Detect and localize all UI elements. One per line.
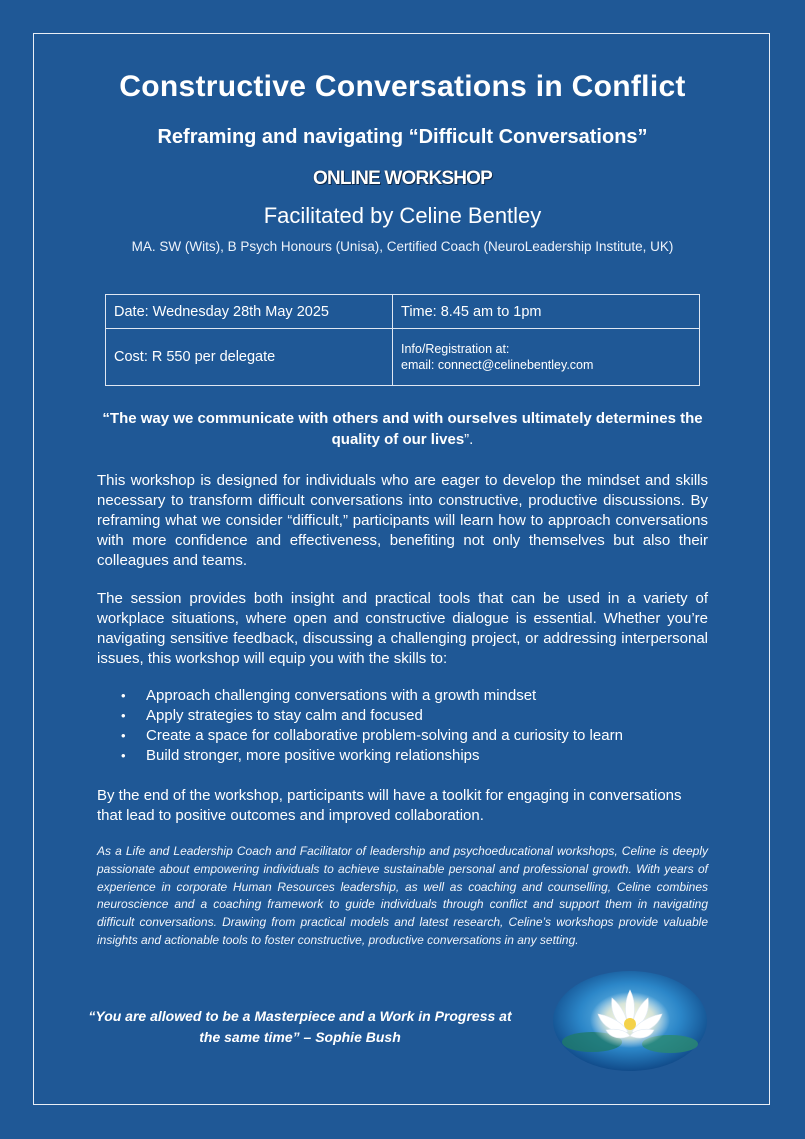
list-item: • Approach challenging conversations with a growth mindset <box>121 687 537 704</box>
key-quote <box>90 408 715 450</box>
page-subtitle: Reframing and navigating “Difficult Conversations” <box>157 126 648 148</box>
closing-quote: “You are allowed to be a Masterpiece and a Work in Progress at the same time” – Sophie Bush <box>88 1008 512 1045</box>
format-heading: ONLINE WORKSHOP <box>312 168 493 189</box>
outcome-paragraph: By the end of the workshop, participants will have a toolkit for engaging in conversations that lead to positive outcomes and improved collaboration. <box>97 787 682 824</box>
facilitator-line: Facilitated by Celine Bentley <box>263 203 542 228</box>
bullet-icon: • <box>121 688 126 703</box>
time-cell: Time: 8.45 am to 1pm <box>393 295 700 329</box>
facilitator-bio: As a Life and Leadership Coach and Facilitator of leadership and psychoeducational workshops, Celine is deeply passionate about empowering individuals to achieve sustainable personal and professional growth. With years of experience in corporate Human Resources leadership, as well as coaching and counselling, Celine combines neuroscience and a coaching framework to guide individuals through conflict and support them in navigating difficult conversations. Drawing from practical models and latest research, Celine’s workshops provide valuable insights and actionable tools to foster constructive, productive conversations in any setting. <box>97 844 708 947</box>
key-quote-text: “The way we communicate with others and with ourselves ultimately determines the quality of our lives <box>102 410 703 448</box>
water-lily-icon <box>552 970 708 1072</box>
registration-email[interactable]: email: connect@celinebentley.com <box>401 358 594 372</box>
cost-cell: Cost: R 550 per delegate <box>106 329 393 386</box>
bullet-icon: • <box>121 748 126 763</box>
list-item: • Build stronger, more positive working relationships <box>121 747 480 764</box>
registration-cell <box>393 329 700 386</box>
skills-list <box>97 686 706 766</box>
intro-paragraph: This workshop is designed for individuals who are eager to develop the mindset and skills necessary to transform difficult conversations into constructive, productive discussions. By reframing what we consider “difficult,” participants will learn how to approach conversations with more confidence and effectiveness, benefiting not only themselves but also their colleagues and teams. <box>97 472 708 569</box>
list-item: • Apply strategies to stay calm and focused <box>121 707 423 724</box>
bullet-icon: • <box>121 708 126 723</box>
page-title: Constructive Conversations in Conflict <box>119 70 686 103</box>
list-item: • Create a space for collaborative problem-solving and a curiosity to learn <box>121 727 623 744</box>
bullet-icon: • <box>121 728 126 743</box>
date-cell: Date: Wednesday 28th May 2025 <box>106 295 393 329</box>
registration-label: Info/Registration at: <box>401 342 510 356</box>
key-quote-end: ”. <box>464 431 474 448</box>
info-table <box>105 294 700 386</box>
credentials-line: MA. SW (Wits), B Psych Honours (Unisa), Certified Coach (NeuroLeadership Institute, UK) <box>131 239 674 254</box>
session-paragraph: The session provides both insight and practical tools that can be used in a variety of workplace situations, where open and constructive dialogue is essential. Whether you’re navigating sensitive feedback, discussing a challenging project, or addressing interpersonal issues, this workshop will equip you with the skills to: <box>97 590 708 667</box>
